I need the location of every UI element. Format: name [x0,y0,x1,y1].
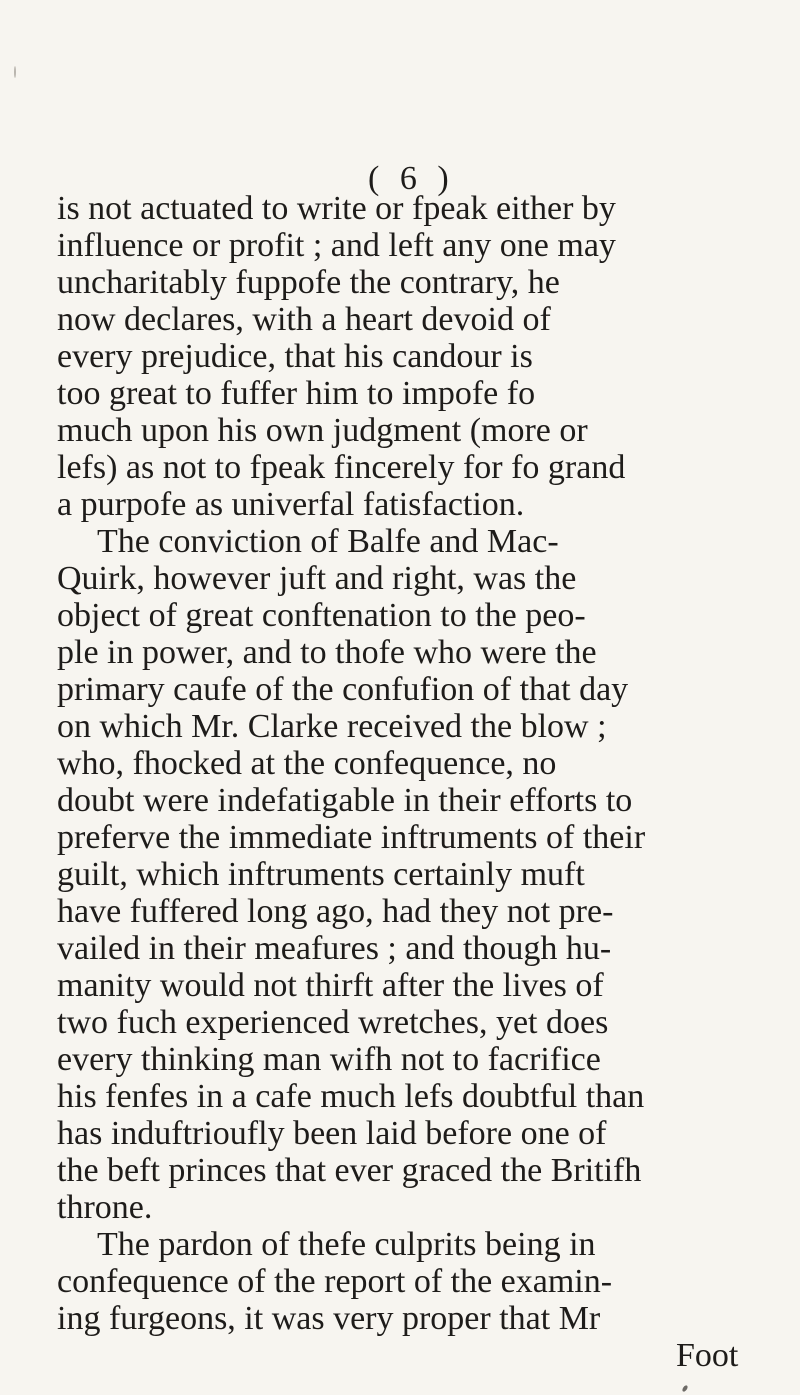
text-line: much upon his own judgment (more or [57,412,588,449]
ink-speck [14,66,16,78]
text-line: primary caufe of the confufion of that day [57,671,629,708]
text-line: now declares, with a heart devoid of [57,301,551,338]
text-line: every prejudice, that his candour is [57,338,533,375]
text-line: is not actuated to write or fpeak either by [57,190,616,227]
text-line: Quirk, however juft and right, was the [57,560,577,597]
text-line: uncharitably fuppofe the contrary, he [57,264,560,301]
catchword: Foot [676,1337,739,1374]
text-line: manity would not thirft after the lives of [57,967,604,1004]
page-number: ( 6 ) [368,160,455,197]
text-line: a purpofe as univerfal fatisfaction. [57,486,525,523]
text-line: preferve the immediate inftruments of their [57,819,646,856]
text-line: object of great conftenation to the peo- [57,597,586,634]
text-line: every thinking man wifh not to facrifice [57,1041,601,1078]
text-line: The conviction of Balfe and Mac- [97,523,559,560]
text-line: his fenfes in a cafe much lefs doubtful than [57,1078,645,1115]
text-line: have fuffered long ago, had they not pre- [57,893,614,930]
text-line: throne. [57,1189,153,1226]
text-line: too great to fuffer him to impofe fo [57,375,536,412]
text-line: influence or profit ; and left any one may [57,227,616,264]
text-line: vailed in their meafures ; and though hu- [57,930,612,967]
text-line: has induftrioufly been laid before one of [57,1115,607,1152]
text-line: The pardon of thefe culprits being in [97,1226,596,1263]
text-line: the beft princes that ever graced the Britifh [57,1152,642,1189]
text-line: doubt were indefatigable in their efforts to [57,782,633,819]
text-line: ing furgeons, it was very proper that Mr [57,1300,601,1337]
text-line: two fuch experienced wretches, yet does [57,1004,609,1041]
text-line: lefs) as not to fpeak fincerely for fo grand [57,449,626,486]
text-line: on which Mr. Clarke received the blow ; [57,708,607,745]
text-line: who, fhocked at the confequence, no [57,745,557,782]
ink-speck [681,1384,688,1392]
text-line: guilt, which inftruments certainly muft [57,856,585,893]
text-line: confequence of the report of the examin- [57,1263,613,1300]
text-line: ple in power, and to thofe who were the [57,634,597,671]
